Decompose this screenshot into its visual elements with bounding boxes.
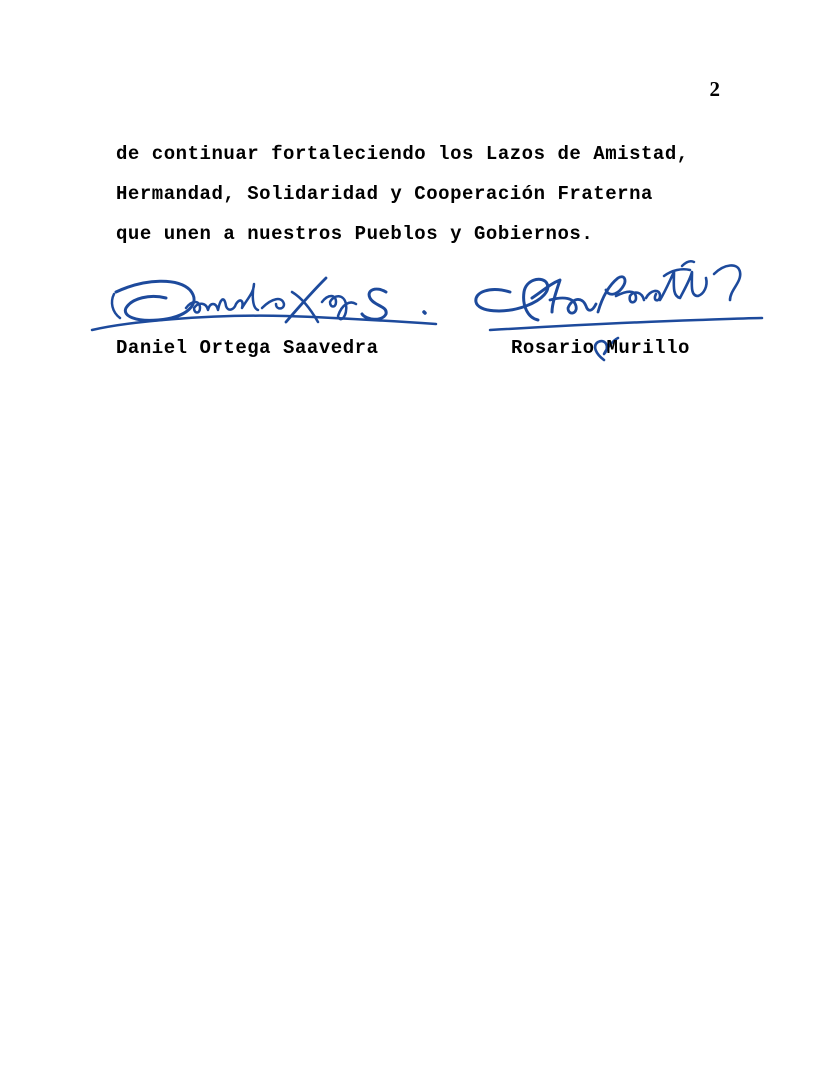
body-line: que unen a nuestros Pueblos y Gobiernos. bbox=[116, 223, 594, 245]
signature-daniel-ortega bbox=[86, 264, 442, 344]
signer-name-left: Daniel Ortega Saavedra bbox=[116, 337, 379, 359]
body-paragraph bbox=[116, 134, 736, 254]
body-line: Hermandad, Solidaridad y Cooperación Fraterna bbox=[116, 183, 653, 205]
body-line: de continuar fortaleciendo los Lazos de Amistad, bbox=[116, 143, 689, 165]
signer-name-right: Rosario Murillo bbox=[511, 337, 690, 359]
page-number: 2 bbox=[709, 77, 720, 101]
